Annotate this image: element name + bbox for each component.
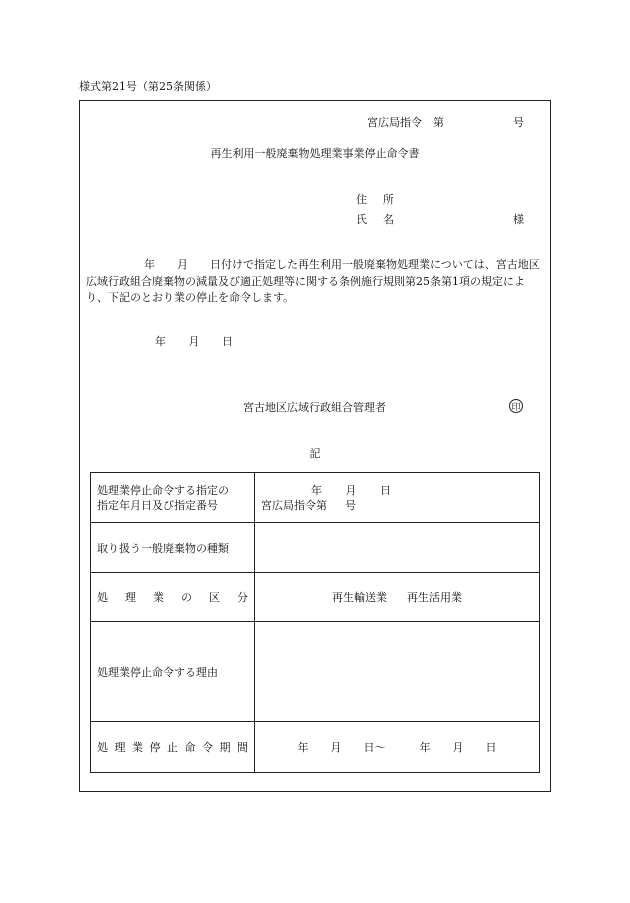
business-category-label: 処 理 業 の 区 分 [91,573,255,622]
reason-label: 処理業停止命令する理由 [91,622,255,722]
table-row [91,622,540,722]
table-row [91,523,540,573]
document-title: 再生利用一般廃棄物処理業事業停止命令書 [210,147,420,160]
waste-type-label: 取り扱う一般廃棄物の種類 [91,523,255,573]
reference-suffix: 号 [513,116,524,129]
form-number-label: 様式第21号（第25条関係） [79,80,217,93]
reference-prefix: 宮広局指令 第 [367,116,444,129]
issuer-name: 宮古地区広域行政組合管理者 [243,401,386,414]
name-label: 氏 名 [356,213,394,226]
reason-value [255,622,540,722]
address-label: 住 所 [356,193,394,206]
table-row [91,722,540,773]
honorific: 様 [513,213,524,226]
designation-value: 年 月 日 宮広局指令第 号 [255,473,540,523]
suspension-period-value: 年 月 日〜 年 月 日 [255,722,540,773]
business-category-value: 再生輸送業 再生活用業 [255,573,540,622]
designation-label: 処理業停止命令する指定の 指定年月日及び指定番号 [91,473,255,523]
waste-type-value [255,523,540,573]
table-row [91,573,540,622]
suspension-period-label: 処 理 業 停 止 命 令 期 間 [91,722,255,773]
table-row [91,473,540,523]
name-line [356,214,524,225]
seal-icon: 印 [509,399,523,413]
issue-date: 年 月 日 [155,335,233,348]
ki-heading: 記 [309,447,321,460]
reference-number [367,117,524,128]
body-text: 年 月 日付けで指定した再生利用一般廃棄物処理業については、宮古地区広域行政組合廃棄物の減量及び適正処理等に関する条例施行規則第25条第1項の規定により、下記のとおり業の停止を命令します。 [86,258,540,304]
details-table [90,472,540,773]
